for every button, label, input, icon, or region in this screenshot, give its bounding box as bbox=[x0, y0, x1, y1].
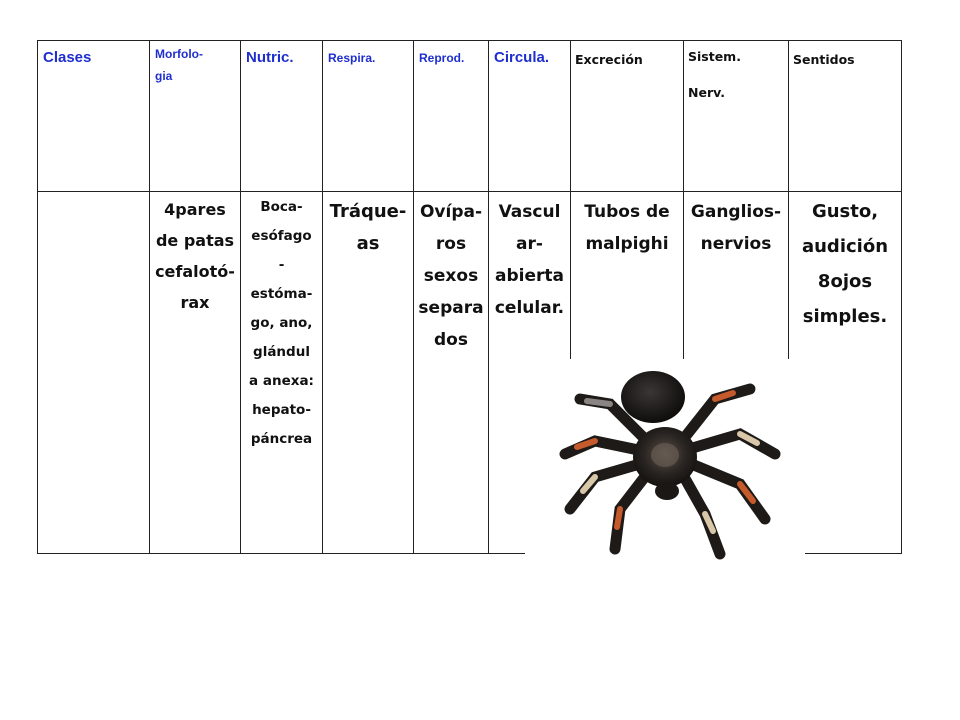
cell-excrecion-text: Tubos de malpighi bbox=[584, 202, 670, 254]
cell-sistema-nervioso-text: Ganglios- nervios bbox=[690, 202, 782, 254]
cell-reproduccion bbox=[414, 192, 489, 554]
cell-morfologia bbox=[150, 192, 241, 554]
header-morfologia bbox=[150, 41, 241, 192]
header-excrecion bbox=[571, 41, 684, 192]
cell-reproduccion-text: Ovípa- ros sexos separa dos bbox=[418, 202, 484, 350]
cell-sentidos-text: Gusto, audición 8ojos simples. bbox=[801, 201, 889, 327]
cell-nutricion-text: Boca- esófago - estóma- go, ano, glándul a anexa: hepato- páncrea bbox=[249, 199, 314, 447]
cell-circulacion-text: Vascul ar- abierta celular. bbox=[494, 202, 565, 318]
cell-sentidos bbox=[789, 192, 902, 554]
header-nutricion bbox=[241, 41, 323, 192]
header-respiracion bbox=[323, 41, 414, 192]
tarantula-abdomen bbox=[621, 371, 685, 423]
header-clases bbox=[38, 41, 150, 192]
header-circulacion bbox=[489, 41, 571, 192]
cell-nutricion bbox=[241, 192, 323, 554]
header-reproduccion-label: Reprod. bbox=[419, 51, 465, 65]
header-respiracion-label: Respira. bbox=[328, 51, 376, 65]
header-excrecion-label: Excreción bbox=[575, 52, 643, 67]
header-clases-label: Clases bbox=[43, 49, 92, 66]
header-reproduccion bbox=[414, 41, 489, 192]
header-morfologia-label: Morfolo- gia bbox=[155, 47, 203, 83]
tarantula-chelicerae bbox=[655, 482, 679, 500]
header-sistema-nervioso bbox=[684, 41, 789, 192]
header-row bbox=[38, 41, 902, 192]
tarantula-image bbox=[525, 359, 805, 564]
cell-morfologia-text: 4pares de patas cefalotó- rax bbox=[155, 200, 235, 312]
cell-respiracion bbox=[323, 192, 414, 554]
header-sentidos bbox=[789, 41, 902, 192]
cell-respiracion-text: Tráque- as bbox=[329, 201, 407, 254]
header-nutricion-label: Nutric. bbox=[246, 49, 294, 66]
header-sistema-nervioso-label: Sistem. Nerv. bbox=[688, 49, 741, 100]
header-circulacion-label: Circula. bbox=[494, 49, 550, 66]
header-sentidos-label: Sentidos bbox=[793, 52, 855, 67]
cell-clase bbox=[38, 192, 150, 554]
